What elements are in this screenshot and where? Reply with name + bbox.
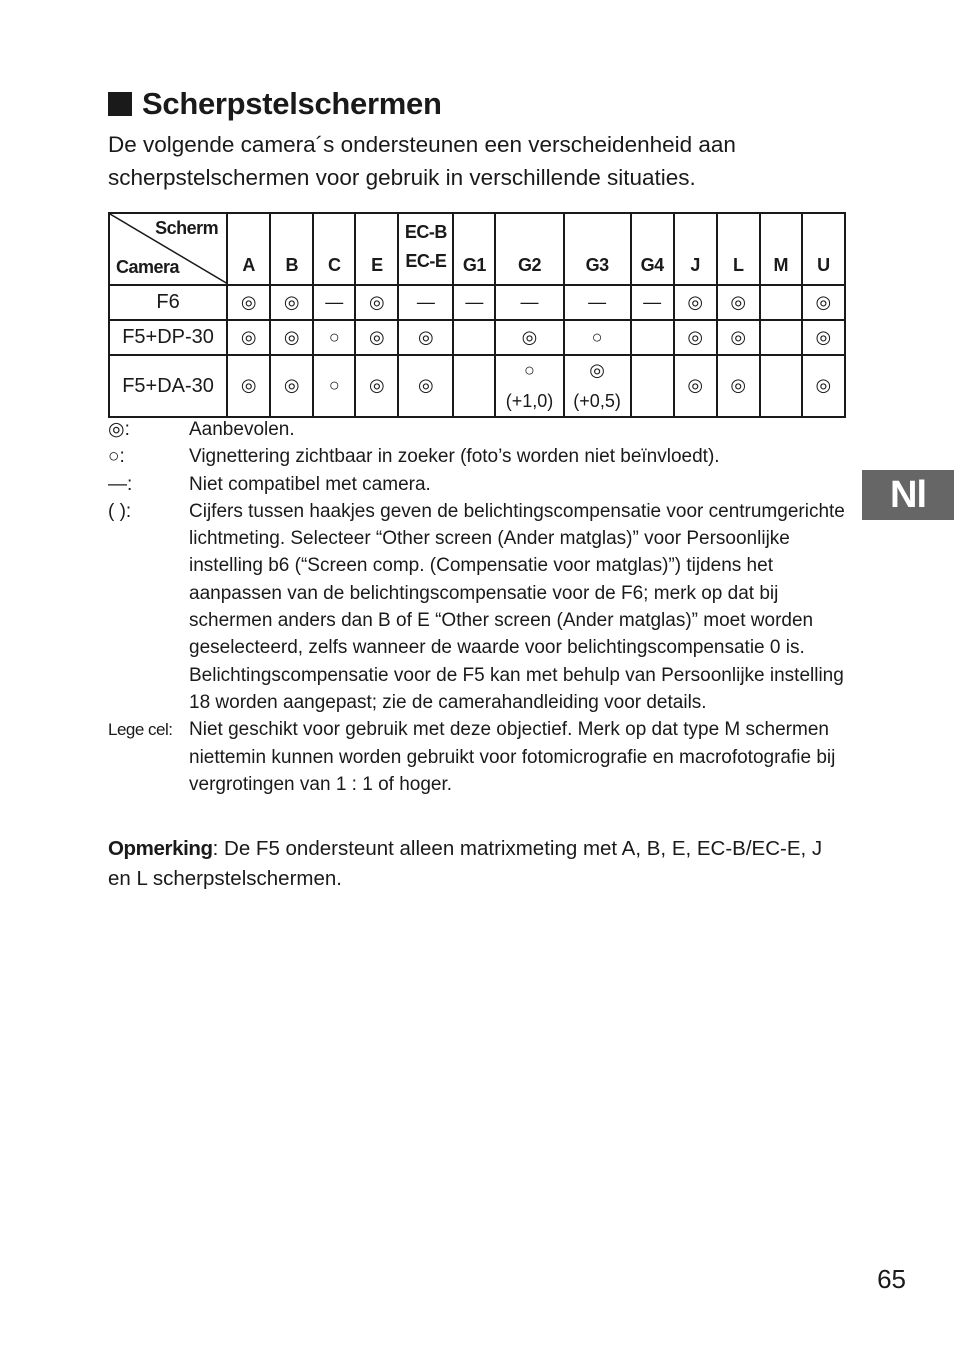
table-cell: ◎ <box>815 291 832 312</box>
legend-text: Niet compatibel met camera. <box>189 473 431 495</box>
legend <box>108 416 848 798</box>
table-cell: ◎ <box>368 291 385 312</box>
legend-item <box>108 416 848 443</box>
legend-key: ◎: <box>108 419 130 440</box>
table-cell: ◎ <box>687 375 704 395</box>
table-cell: ○ <box>591 326 603 347</box>
table-cell: ○ <box>524 359 535 380</box>
camera-name: F5+DP-30 <box>109 320 227 355</box>
compensation-value: (+1,0) <box>505 390 554 411</box>
table-row <box>109 285 845 320</box>
col-header: G4 <box>631 213 674 285</box>
legend-item <box>108 471 848 498</box>
table-cell: ◎ <box>368 326 385 347</box>
legend-key: ( ): <box>108 500 132 522</box>
table-cell: ◎ <box>521 326 538 347</box>
table-cell: ◎ <box>589 359 605 380</box>
table-cell: — <box>588 292 607 312</box>
col-header: M <box>760 213 802 285</box>
col-header: EC-B <box>404 222 447 242</box>
legend-text: Vignettering zichtbaar in zoeker (foto’s worden niet beïnvloedt). <box>189 446 720 468</box>
heading-text: Scherpstelschermen <box>142 86 442 121</box>
section-heading <box>108 84 848 124</box>
col-header: G3 <box>564 213 631 285</box>
language-tab: Nl <box>862 470 954 520</box>
legend-item <box>108 498 848 716</box>
table-cell: ◎ <box>240 375 257 395</box>
legend-item <box>108 716 848 798</box>
table-cell: ◎ <box>418 326 434 347</box>
col-header: L <box>717 213 760 285</box>
table-cell: ◎ <box>283 326 300 347</box>
note-paragraph <box>108 834 848 894</box>
table-row <box>109 355 845 417</box>
compensation-value: (+0,5) <box>573 390 621 411</box>
page-number: 65 <box>877 1264 906 1294</box>
legend-item <box>108 443 848 470</box>
table-cell: ○ <box>328 375 340 395</box>
legend-text: Cijfers tussen haakjes geven de belichtingscompensatie voor centrumgerichte lichtmeting. Selecteer “Other screen (Ander matglas)” voor Persoonlijke instelling b6 (“Screen comp. (Compensatie voor matglas)”) tijdens het aanpassen van de belichtingscompensatie voor de F6; merk op dat bij schermen anders dan B of E “Other screen (Ander matglas)” moet worden geselecteerd, zelfs wanneer de waarde voor belichtingscompensatie 0 is. Belichtingscompensatie voor de F5 kan met behulp van Persoonlijke instelling 18 worden aangepast; zie de camerahandleiding voor details. <box>189 500 845 713</box>
legend-key: ○: <box>108 446 125 468</box>
legend-key: —: <box>108 473 133 495</box>
table-cell: — <box>416 292 435 312</box>
intro-paragraph: De volgende camera´s ondersteunen een verscheidenheid aan scherpstelschermen voor gebruik in verschillende situaties. <box>108 132 736 190</box>
table-cell: ◎ <box>687 291 704 312</box>
focusing-screen-table <box>108 212 846 418</box>
col-header: U <box>802 213 845 285</box>
table-cell: ◎ <box>283 291 300 312</box>
table-cell: ○ <box>328 326 340 347</box>
table-cell: — <box>325 292 344 312</box>
camera-name: F6 <box>109 285 227 320</box>
table-cell: ◎ <box>730 375 747 395</box>
table-cell: ◎ <box>730 326 747 347</box>
square-bullet-icon <box>108 92 132 116</box>
table-cell: — <box>520 292 539 312</box>
note-text: : De F5 ondersteunt alleen matrixmeting met A, B, E, EC-B/EC-E, J en L scherpstelschermen. <box>108 837 823 890</box>
legend-text: Aanbevolen. <box>189 419 295 440</box>
camera-name: F5+DA-30 <box>109 355 227 417</box>
col-header: B <box>270 213 313 285</box>
col-header: J <box>674 213 717 285</box>
corner-label-camera: Camera <box>116 257 180 277</box>
legend-text: Niet geschikt voor gebruik met deze objectief. Merk op dat type M schermen niettemin kunnen worden gebruikt voor fotomicrografie en macrofotografie bij vergrotingen van 1 : 1 of hoger. <box>189 719 836 795</box>
col-header: G2 <box>495 213 563 285</box>
table-cell: ◎ <box>418 375 434 395</box>
table-cell: ◎ <box>368 375 385 395</box>
table-cell: — <box>643 292 662 312</box>
corner-label-screen: Scherm <box>155 218 219 238</box>
legend-key: Lege cel: <box>108 720 173 740</box>
col-header: EC-E <box>405 251 447 271</box>
table-corner-header <box>109 213 227 285</box>
table-cell: ◎ <box>240 291 257 312</box>
table-cell: ◎ <box>240 326 257 347</box>
table-cell: ◎ <box>687 326 704 347</box>
table-cell: — <box>465 292 484 312</box>
table-cell: ◎ <box>815 375 832 395</box>
col-header: G1 <box>453 213 495 285</box>
table-cell: ◎ <box>730 291 747 312</box>
col-header: C <box>313 213 355 285</box>
table-cell: ◎ <box>815 326 832 347</box>
note-label: Opmerking <box>108 837 213 860</box>
table-cell: ◎ <box>283 375 300 395</box>
col-header-ec <box>398 213 453 285</box>
table-row <box>109 320 845 355</box>
col-header: E <box>355 213 398 285</box>
col-header: A <box>227 213 270 285</box>
